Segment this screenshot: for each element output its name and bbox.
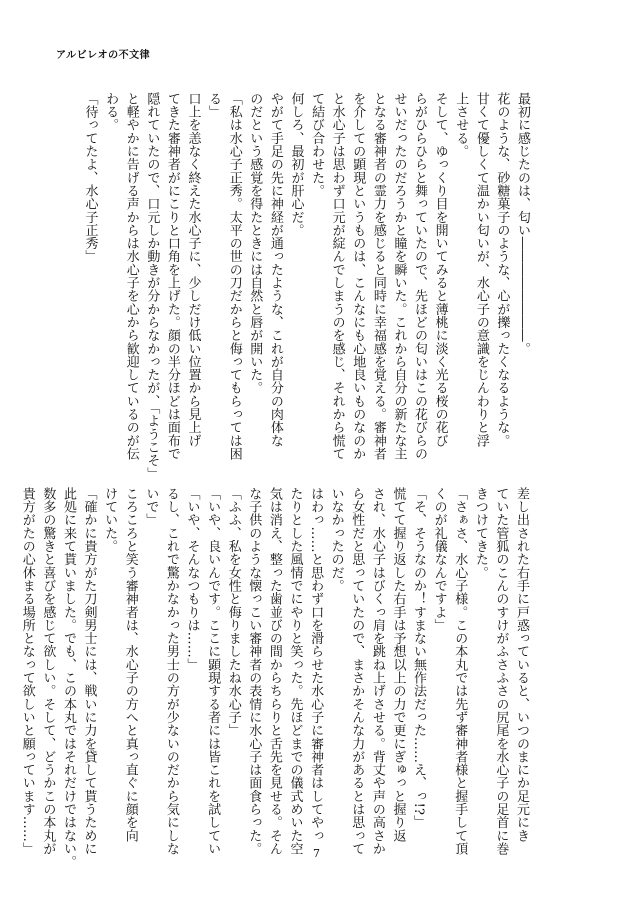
- text-column: 隠れていたので、口元しか動きが分からなかったが、「ようこそ」: [144, 92, 160, 480]
- text-column: な子供のような懐っこい審神者の表情に水心子は面食らった。: [246, 487, 262, 856]
- text-column: やがて手足の先に神経が通ったような、これが自分の肉体な: [267, 92, 283, 448]
- text-column: 差し出された右手に戸惑っていると、いつのまにか足元にき: [514, 487, 529, 843]
- text-column: せいだったのだろうかと瞳を瞬いた。これから自分の新たな主: [391, 92, 407, 461]
- text-column: 花のような、砂糖菓子のような、心が擽ったくなるような。: [494, 92, 510, 448]
- text-column: され、水心子はびくっ肩を跳ね上げさせる。背丈や声の高さか: [369, 487, 385, 856]
- text-column: 甘くて優しくて温かい匂いが、水心子の意識をじんわりと浮: [473, 92, 489, 448]
- text-column: と軽やかに告げる声からは水心子を心から歓迎しているのが伝: [123, 92, 139, 461]
- text-column: て結び合わせた。: [309, 92, 325, 198]
- text-column: 口上を恙なく終えた水心子に、少しだけ低い位置から見上げ: [185, 92, 201, 448]
- text-column: となる審神者の霊力を感じると同時に幸福感を覚える。審神者: [370, 92, 386, 461]
- text-column: 何しろ、最初が肝心だ。: [288, 92, 304, 237]
- text-column: らがひらひらと舞っていたので、先ほどの匂いはこの花びらの: [412, 92, 428, 461]
- text-column: わる。: [103, 92, 119, 132]
- text-column: ていた管狐のこんのすけがふさふさの尻尾を水心子の足首に巻: [493, 487, 509, 856]
- lower-text-block: [19, 487, 531, 869]
- text-column: ころころと笑う審神者は、水心子の方へと真っ直ぐに顔を向: [122, 487, 138, 843]
- text-column: を介しての顕現というものは、こんなにも心地良いものなのか: [350, 92, 366, 461]
- text-column: るし、これで驚かなかった男士の方が少ないのだから気にしな: [163, 487, 179, 856]
- upper-text-block: [82, 92, 532, 480]
- text-column: のだという感覚を得たときには自然と唇が開いた。: [247, 92, 263, 395]
- text-column: いで」: [143, 487, 159, 527]
- text-column: くのが礼儀なんですよ」: [431, 487, 447, 632]
- text-column: 数多の驚きと喜びを感じて欲しい。そして、どうかこの本丸が: [40, 487, 56, 856]
- page-number: 7: [313, 847, 320, 860]
- text-column: いなかったのだ。: [328, 487, 344, 593]
- text-column: 「いや、良いんです。ここに顕現する者には皆これを試してい: [205, 487, 221, 856]
- text-column: 「いや、そんなつもりは……」: [184, 487, 200, 672]
- text-column: けていた。: [102, 487, 118, 553]
- text-column: と水心子は思わず口元が綻んでしまうのを感じ、それから慌て: [329, 92, 345, 461]
- text-column: 慌てて握り返した右手は予想以上の力で更にぎゅっと握り返: [390, 487, 406, 843]
- text-column: る」: [206, 92, 222, 119]
- text-column: 「待ってたよ、水心子正秀」: [82, 92, 98, 263]
- text-column: 気は消え、整った歯並びの間からちらりと舌先を見せる。そん: [266, 487, 282, 856]
- text-column: はわっ……と思わず口を滑らせた水心子に審神者はしてやっ: [308, 487, 324, 843]
- text-column: 「私は水心子正秀。太平の世の刀だからと侮ってもらっては困: [226, 92, 242, 461]
- running-title: アルビレオの不文律: [56, 50, 151, 61]
- text-column: 「ふふ、私を女性と侮りましたね水心子」: [225, 487, 241, 737]
- text-column: 「そ、そうなのか！すまない無作法だった……え、っ!?」: [411, 487, 427, 829]
- text-column: 「さぁさ、水心子様。この本丸では先ず審神者様と握手して頂: [452, 487, 468, 856]
- text-column: 此処に来て貰いました。でも、この本丸ではそれだけではない。: [60, 487, 76, 869]
- text-column: 最初に感じたのは、匂い――――――――。: [515, 92, 530, 355]
- text-column: そして、ゆっくり目を開いてみると薄桃に淡く光る桜の花び: [432, 92, 448, 448]
- text-column: 貴方がたの心休まる場所となって欲しいと願っています……」: [19, 487, 35, 856]
- text-column: てきた審神者がにこりと口角を上げた。顔の半分ほどは面布で: [164, 92, 180, 461]
- text-column: 「確かに貴方がた刀剣男士には、戦いに力を貸して貰うために: [81, 487, 97, 856]
- text-column: 上させる。: [453, 92, 469, 158]
- text-column: きつけてきた。: [472, 487, 488, 580]
- text-column: ら女性だと思っていたので、まさかそんな力があるとは思って: [349, 487, 365, 856]
- text-column: たりとした風情でにやりと笑った。先ほどまでの儀式めいた空: [287, 487, 303, 856]
